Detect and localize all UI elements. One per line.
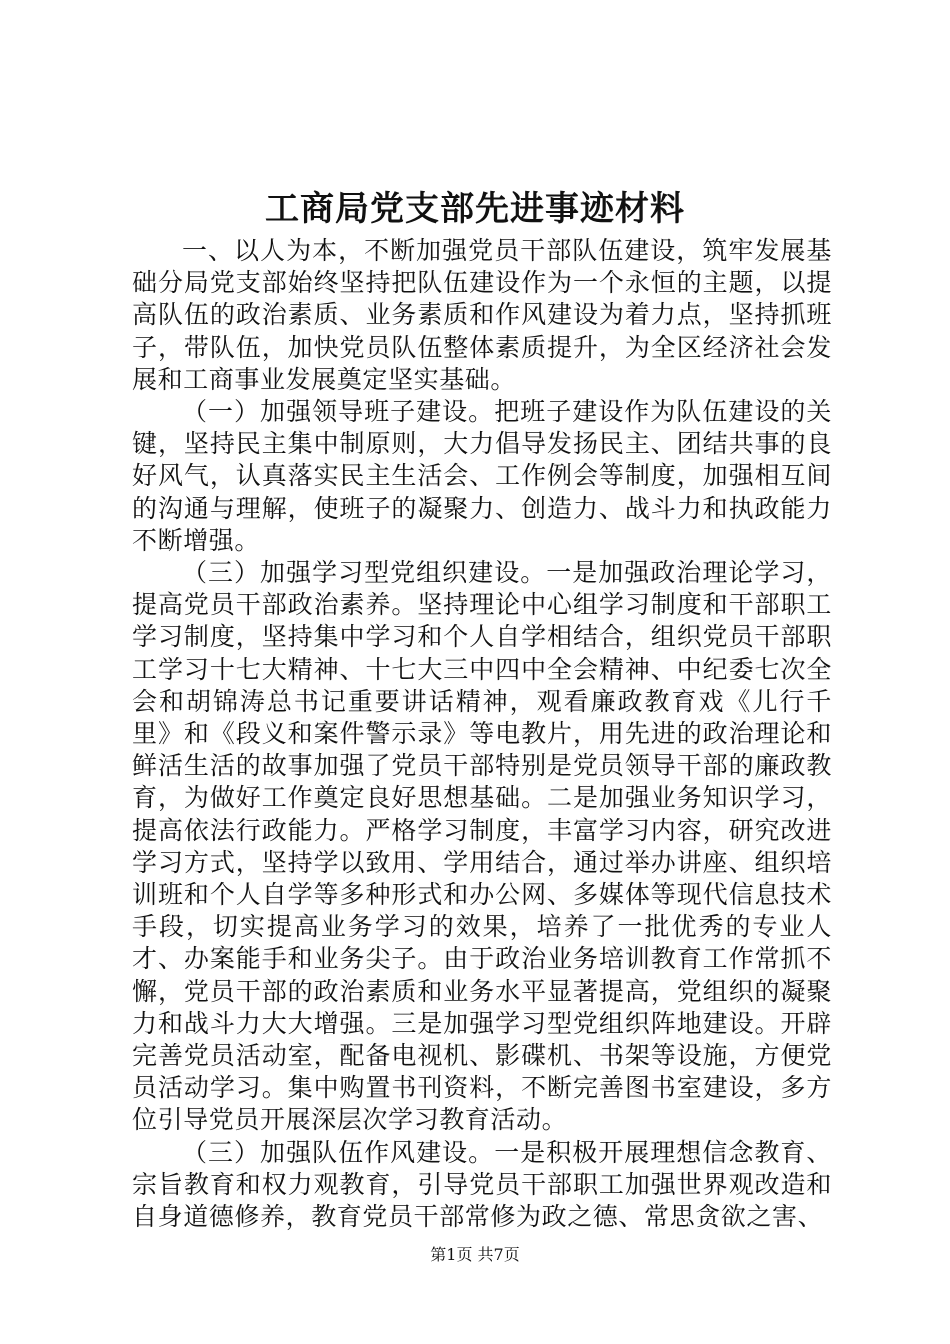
paragraph-3: （三）加强学习型党组织建设。一是加强政治理论学习，提高党员干部政治素养。坚持理论中心组学习制度和干部职工学习制度，坚持集中学习和个人自学相结合，组织党员干部职工学习十七大精神、十七大三中四中全会精神、中纪委七次全会和胡锦涛总书记重要讲话精神，观看廉政教育戏《儿行千里》和《段义和案件警示录》等电教片，用先进的政治理论和鲜活生活的故事加强了党员干部特别是党员领导干部的廉政教育，为做好工作奠定良好思想基础。二是加强业务知识学习，提高依法行政能力。严格学习制度，丰富学习内容，研究改进学习方式，坚持学以致用、学用结合，通过举办讲座、组织培训班和个人自学等多种形式和办公网、多媒体等现代信息技术手段，切实提高业务学习的效果，培养了一批优秀的专业人才、办案能手和业务尖子。由于政治业务培训教育工作常抓不懈，党员干部的政治素质和业务水平显著提高，党组织的凝聚力和战斗力大大增强。三是加强学习型党组织阵地建设。开辟完善党员活动室，配备电视机、影碟机、书架等设施，方便党员活动学习。集中购置书刊资料，不断完善图书室建设，多方位引导党员开展深层次学习教育活动。 (132, 558, 832, 1135)
page-number-footer: 第1页 共7页 (430, 1245, 520, 1264)
paragraph-1: 一、以人为本，不断加强党员干部队伍建设，筑牢发展基础分局党支部始终坚持把队伍建设作为一个永恒的主题，以提高队伍的政治素质、业务素质和作风建设为着力点，坚持抓班子，带队伍，加快党员队伍整体素质提升，为全区经济社会发展和工商事业发展奠定坚实基础。 (132, 236, 832, 394)
document-title: 工商局党支部先进事迹材料 (265, 189, 685, 229)
document-body (132, 235, 832, 1233)
paragraph-4: （三）加强队伍作风建设。一是积极开展理想信念教育、宗旨教育和权力观教育，引导党员干部职工加强世界观改造和自身道德修养，教育党员干部常修为政之德、常思贪欲之害、 (132, 1137, 832, 1232)
paragraph-2: （一）加强领导班子建设。把班子建设作为队伍建设的关键，坚持民主集中制原则，大力倡导发扬民主、团结共事的良好风气，认真落实民主生活会、工作例会等制度，加强相互间的沟通与理解，使班子的凝聚力、创造力、战斗力和执政能力不断增强。 (132, 397, 832, 555)
